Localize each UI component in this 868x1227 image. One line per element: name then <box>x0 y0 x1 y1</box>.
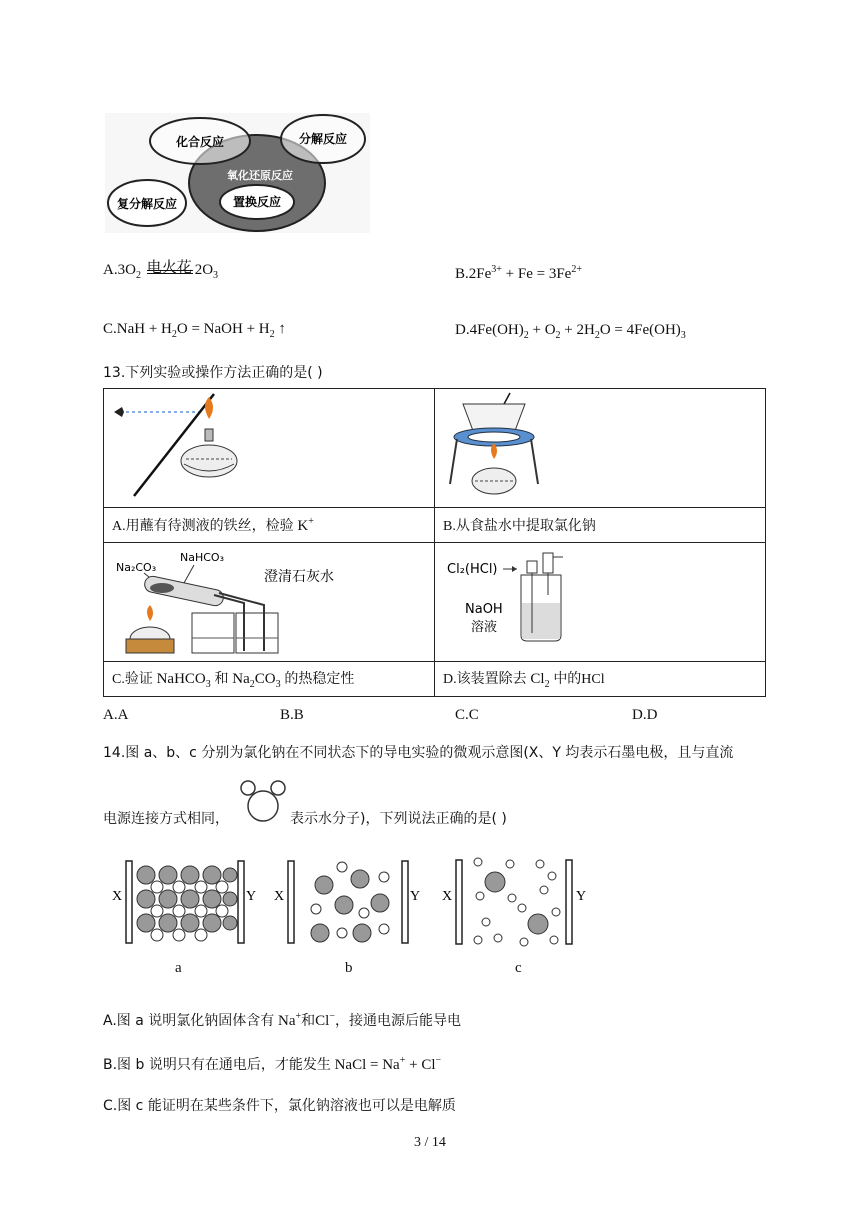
label-displacement: 置换反应 <box>232 195 282 209</box>
page-number: 3 / 14 <box>414 1135 446 1150</box>
q12-option-a: $A.3O_2$ 电火花 $2O_3$ <box>103 258 219 281</box>
cell-a-image <box>104 389 435 508</box>
nacl-figure-b <box>272 855 427 950</box>
svg-text:Y: Y <box>410 889 421 904</box>
nacl-figure-c <box>440 850 590 950</box>
q14-option-a: A.图 a 说明氯化钠固体含有 Na+和Cl−，接通电源后能导电 <box>103 1011 461 1029</box>
q14-stem-line2-post: 表示水分子)，下列说法正确的是( ) <box>290 811 507 827</box>
cell-a-caption: A.用蘸有待测液的铁丝，检验 K+ <box>104 508 435 543</box>
nacl-figure-a <box>110 855 260 950</box>
q12-option-d: $D.4Fe(OH)_2 + O_2 + 2H_2O = 4Fe(OH)_3$ <box>455 322 686 341</box>
cell-b-caption: B.从食盐水中提取氯化钠 <box>435 508 766 543</box>
figure-a-label: a <box>175 960 182 976</box>
svg-text:NaHCO₃: NaHCO₃ <box>180 551 224 564</box>
cell-b-image <box>435 389 766 508</box>
q14-option-b: B.图 b 说明只有在通电后，才能发生 NaCl = Na+ + Cl− <box>103 1055 442 1073</box>
cell-c-image <box>104 543 435 662</box>
svg-text:Cl₂(HCl): Cl₂(HCl) <box>447 562 498 577</box>
q13-stem: 13.下列实验或操作方法正确的是( ) <box>103 365 323 381</box>
q13-table <box>103 388 766 697</box>
q14-option-c: C.图 c 能证明在某些条件下，氯化钠溶液也可以是电解质 <box>103 1098 456 1114</box>
cell-d-caption: D.该装置除去 $Cl_2$ 中的HCl <box>435 662 766 697</box>
label-combination: 化合反应 <box>175 135 225 149</box>
spark-condition: 电火花 <box>146 258 192 276</box>
svg-text:溶液: 溶液 <box>471 620 498 635</box>
q13-choice-a: A.A <box>103 707 129 723</box>
cell-d-image <box>435 543 766 662</box>
label-decomposition: 分解反应 <box>298 132 348 146</box>
q12-option-b: $B.2Fe^{3+} + Fe = 3Fe^{2+}$ <box>455 264 582 282</box>
svg-text:X: X <box>442 889 453 904</box>
q13-choice-d: D.D <box>632 707 658 723</box>
label-double-decomp: 复分解反应 <box>116 197 178 211</box>
q13-choice-b: B.B <box>280 707 304 723</box>
label-redox: 氧化还原反应 <box>227 169 293 182</box>
svg-text:澄清石灰水: 澄清石灰水 <box>264 569 334 585</box>
svg-text:NaOH: NaOH <box>465 602 503 617</box>
svg-text:Y: Y <box>576 889 587 904</box>
reaction-type-diagram <box>105 113 370 233</box>
svg-text:X: X <box>112 889 123 904</box>
cell-c-caption: C.验证 NaHCO$_3$ 和 $Na_2CO_3$ 的热稳定性 <box>104 662 435 697</box>
water-molecule-icon <box>238 778 288 824</box>
q14-stem-line2-pre: 电源连接方式相同， <box>103 811 229 827</box>
svg-text:Y: Y <box>246 889 257 904</box>
svg-text:X: X <box>274 889 285 904</box>
q13-choice-c: C.C <box>455 707 479 723</box>
q12-option-c: $C.NaH + H_2O$ = NaOH + $H_2$ ↑ <box>103 321 286 340</box>
q14-stem-line1: 14.图 a、b、c 分别为氯化钠在不同状态下的导电实验的微观示意图(X、Y 均表示石墨电极，且与直流 <box>103 745 734 761</box>
figure-c-label: c <box>515 960 522 976</box>
svg-text:Na₂CO₃: Na₂CO₃ <box>116 561 157 574</box>
figure-b-label: b <box>345 960 353 976</box>
